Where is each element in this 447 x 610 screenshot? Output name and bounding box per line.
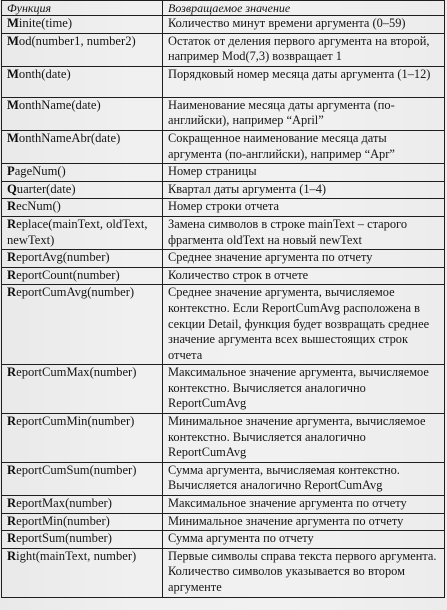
function-name-rest: eportCumAvg(number)	[16, 285, 135, 300]
return-value-cell: Порядковый номер месяца даты аргумента (1–12)	[163, 66, 445, 97]
function-name-initial: R	[7, 199, 17, 214]
function-name-rest: eportCumSum(number)	[16, 462, 137, 477]
function-cell	[2, 462, 163, 495]
function-cell	[2, 181, 163, 199]
function-name-rest: onthName(date)	[18, 97, 101, 112]
header-function: Функция	[2, 1, 163, 16]
function-name-initial: R	[7, 285, 17, 300]
function-name-initial: R	[7, 496, 17, 511]
function-cell	[2, 164, 163, 182]
return-value-cell: Среднее значение аргумента по отчету	[163, 250, 445, 268]
function-cell	[2, 414, 163, 463]
table-row	[2, 16, 445, 34]
function-cell	[2, 250, 163, 268]
function-name-rest: ight(mainText, number)	[16, 548, 137, 563]
function-cell	[2, 199, 163, 217]
return-value-cell: Минимальное значение аргумента по отчету	[163, 513, 445, 531]
table-row	[2, 130, 445, 163]
table-row	[2, 199, 445, 217]
table-row	[2, 531, 445, 549]
return-value-cell: Сумма аргумента, вычисляемая контекстно. Вычисляется аналогично ReportCumAvg	[163, 462, 445, 495]
table-row	[2, 267, 445, 285]
function-name-rest: eportMax(number)	[16, 496, 112, 511]
function-cell	[2, 16, 163, 34]
table-body	[2, 16, 445, 598]
table-row	[2, 365, 445, 414]
function-name-initial: P	[7, 164, 15, 179]
function-cell	[2, 513, 163, 531]
function-name-initial: Q	[7, 181, 17, 196]
function-name-rest: ecNum()	[16, 199, 61, 214]
return-value-cell: Замена символов в строке mainText – старого фрагмента oldText на новый newText	[163, 216, 445, 249]
table-row	[2, 216, 445, 249]
function-cell	[2, 66, 163, 97]
function-name-rest: eportCount(number)	[16, 267, 120, 282]
table-row	[2, 285, 445, 365]
function-name-initial: M	[7, 33, 19, 48]
function-name-initial: M	[7, 16, 19, 30]
return-value-cell: Минимальное значение аргумента, вычисляемое контекстно. Вычисляется аналогично ReportCumAvg	[163, 414, 445, 463]
function-name-rest: onth(date)	[18, 66, 71, 81]
return-value-cell: Количество строк в отчете	[163, 267, 445, 285]
function-name-rest: eportSum(number)	[16, 531, 112, 546]
function-cell	[2, 365, 163, 414]
header-return-value: Возвращаемое значение	[163, 1, 445, 16]
table-row	[2, 513, 445, 531]
table-row	[2, 414, 445, 463]
function-cell	[2, 548, 163, 597]
table-row	[2, 33, 445, 66]
function-name-initial: R	[7, 216, 17, 231]
function-name-initial: R	[7, 365, 17, 380]
function-cell	[2, 496, 163, 514]
function-name-rest: eportAvg(number)	[16, 250, 110, 265]
function-name-initial: M	[7, 66, 19, 81]
return-value-cell: Квартал даты аргумента (1–4)	[163, 181, 445, 199]
table-header-row	[2, 1, 445, 16]
return-value-cell: Сумма аргумента по отчету	[163, 531, 445, 549]
function-cell	[2, 130, 163, 163]
function-name-rest: ageNum()	[14, 164, 66, 179]
function-name-rest: eportMin(number)	[16, 513, 110, 528]
return-value-cell: Остаток от деления первого аргумента на второй, например Mod(7,3) возвращает 1	[163, 33, 445, 66]
function-name-initial: R	[7, 513, 17, 528]
table-row	[2, 462, 445, 495]
function-cell	[2, 285, 163, 365]
function-name-initial: R	[7, 548, 17, 563]
function-name-rest: inite(time)	[18, 16, 73, 30]
table-row	[2, 250, 445, 268]
functions-table	[1, 0, 445, 598]
table-row	[2, 97, 445, 130]
return-value-cell: Среднее значение аргумента, вычисляемое контекстно. Если ReportCumAvg расположена в секции Detail, функция будет возвращать среднее значение аргумента всех вышестоящих строк отчета	[163, 285, 445, 365]
function-name-initial: M	[7, 130, 19, 145]
return-value-cell: Количество минут времени аргумента (0–59)	[163, 16, 445, 34]
return-value-cell: Максимальное значение аргумента, вычисляемое контекстно. Вычисляется аналогично ReportCumAvg	[163, 365, 445, 414]
table-row	[2, 548, 445, 597]
function-name-rest: eplace(mainText, oldText, newText)	[7, 216, 148, 247]
function-name-initial: R	[7, 267, 17, 282]
return-value-cell: Максимальное значение аргумента по отчету	[163, 496, 445, 514]
function-name-initial: M	[7, 97, 19, 112]
function-cell	[2, 531, 163, 549]
function-cell	[2, 216, 163, 249]
function-name-rest: od(number1, number2)	[18, 33, 136, 48]
return-value-cell: Наименование месяца даты аргумента (по-английски), например “April”	[163, 97, 445, 130]
function-cell	[2, 267, 163, 285]
return-value-cell: Первые символы справа текста первого аргумента. Количество символов указывается во втором аргументе	[163, 548, 445, 597]
table-row	[2, 164, 445, 182]
table-row	[2, 66, 445, 97]
table-row	[2, 181, 445, 199]
function-name-initial: R	[7, 250, 17, 265]
function-cell	[2, 33, 163, 66]
function-name-initial: R	[7, 531, 17, 546]
function-name-rest: eportCumMax(number)	[16, 365, 137, 380]
function-name-rest: onthNameAbr(date)	[18, 130, 121, 145]
function-cell	[2, 97, 163, 130]
return-value-cell: Номер строки отчета	[163, 199, 445, 217]
function-name-initial: R	[7, 414, 17, 429]
return-value-cell: Номер страницы	[163, 164, 445, 182]
function-name-initial: R	[7, 462, 17, 477]
function-name-rest: uarter(date)	[16, 181, 76, 196]
table-row	[2, 496, 445, 514]
function-name-rest: eportCumMin(number)	[16, 414, 135, 429]
return-value-cell: Сокращенное наименование месяца даты аргумента (по-английски), например “Apr”	[163, 130, 445, 163]
